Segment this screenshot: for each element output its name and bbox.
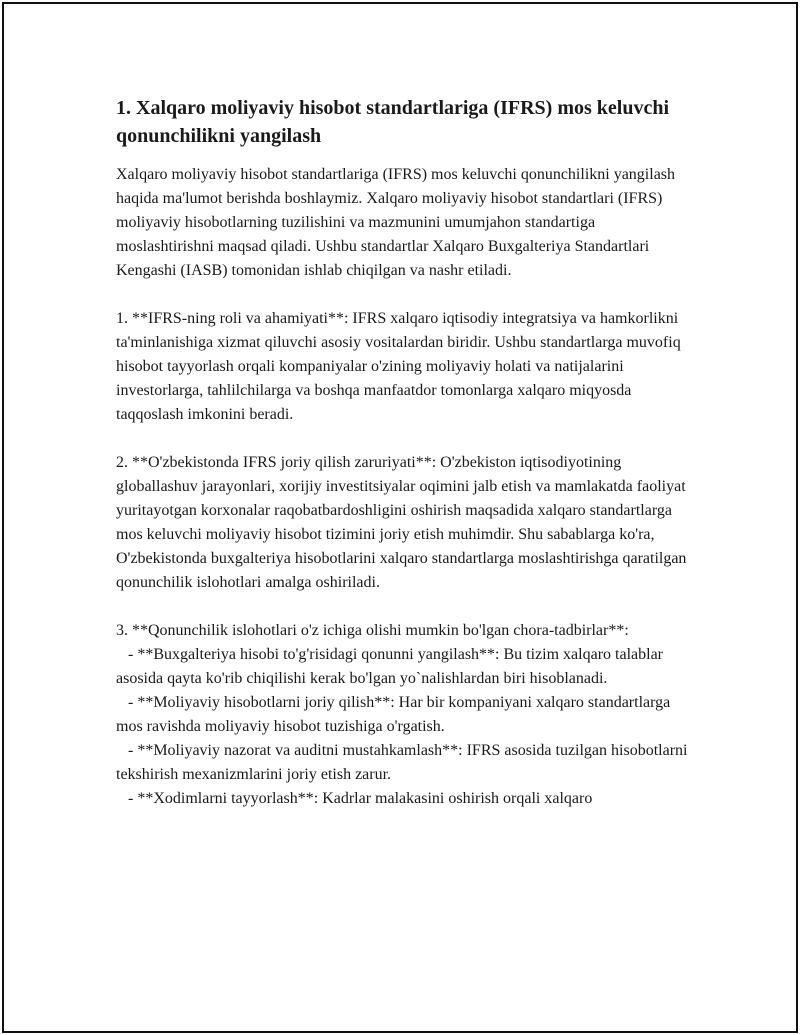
document-body (116, 94, 688, 811)
point-1-paragraph: 1. **IFRS-ning roli va ahamiyati**: IFRS xalqaro iqtisodiy integratsiya va hamkorlikni ta'minlanishiga xizmat qiluvchi asosiy vositalardan biridir. Ushbu standartlarga muvofiq hisobot tayyorlash orqali kompaniyalar o'zining moliyaviy holati va natijalarini investorlarga, tahlilchilarga va boshqa manfaatdor tomonlarga xalqaro miqyosda taqqoslash imkonini beradi. (116, 310, 681, 423)
point-3-block (116, 619, 688, 811)
point-3-item: - **Moliyaviy nazorat va auditni mustahkamlash**: IFRS asosida tuzilgan hisobotlarni tekshirish mexanizmlarini joriy etish zarur. (116, 742, 688, 783)
intro-paragraph: Xalqaro moliyaviy hisobot standartlariga (IFRS) mos keluvchi qonunchilikni yangilash haqida ma'lumot berishda boshlaymiz. Xalqaro moliyaviy hisobot standartlari (IFRS) moliyaviy hisobotlarning tuzilishini va mazmunini umumjahon standartiga moslashtirishni maqsad qiladi. Ushbu standartlar Xalqaro Buxgalteriya Standartlari Kengashi (IASB) tomonidan ishlab chiqilgan va nashr etiladi. (116, 166, 676, 279)
point-3-title: 3. **Qonunchilik islohotlari o'z ichiga olishi mumkin bo'lgan chora-tadbirlar**: (116, 622, 629, 639)
point-3-item: - **Buxgalteriya hisobi to'g'risidagi qonunni yangilash**: Bu tizim xalqaro talablar asosida qayta ko'rib chiqilishi kerak bo'lgan yo`nalishlardan biri hisoblanadi. (116, 646, 663, 687)
point-3-item: - **Moliyaviy hisobotlarni joriy qilish**: Har bir kompaniyani xalqaro standartlarga mos ravishda moliyaviy hisobot tuzishiga o'rgatish. (116, 694, 671, 735)
point-3-item: - **Xodimlarni tayyorlash**: Kadrlar malakasini oshirish orqali xalqaro (128, 790, 593, 807)
section-heading: 1. Xalqaro moliyaviy hisobot standartlariga (IFRS) mos keluvchi qonunchilikni yangilash (116, 97, 669, 147)
point-2-paragraph: 2. **O'zbekistonda IFRS joriy qilish zaruriyati**: O'zbekiston iqtisodiyotining globallashuv jarayonlari, xorijiy investitsiyalar oqimini jalb etish va mamlakatda faoliyat yuritayotgan korxonalar raqobatbardoshligini oshirish maqsadida xalqaro standartlarga mos keluvchi moliyaviy hisobot tizimini joriy etish muhimdir. Shu sabablarga ko'ra, O'zbekistonda buxgalteriya hisobotlarini xalqaro standartlarga moslashtirishga qaratilgan qonunchilik islohotlari amalga oshiriladi. (116, 454, 687, 591)
